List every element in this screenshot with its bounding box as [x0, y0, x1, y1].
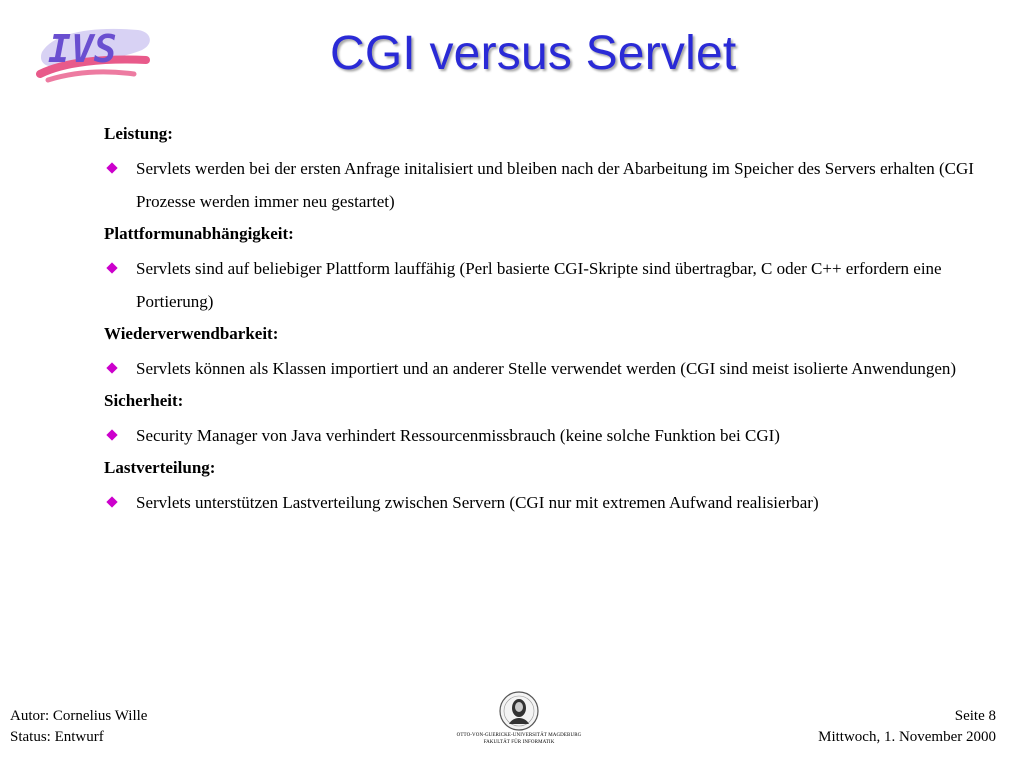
section-lastverteilung: [104, 454, 1016, 519]
bullet-item: [104, 419, 1016, 452]
bullet-text: Servlets sind auf beliebiger Plattform lauffähig (Perl basierte CGI-Skripte sind übertragbar, C oder C++ erfordern eine Portierung): [136, 259, 942, 311]
footer-author-block: [10, 706, 147, 748]
bullet-item: [104, 252, 1016, 318]
diamond-bullet-icon: [106, 496, 117, 507]
section-leistung: [104, 120, 1016, 218]
footer-status: Status: Entwurf: [10, 729, 104, 745]
university-name: OTTO-VON-GUERICKE-UNIVERSITÄT MAGDEBURG: [456, 733, 582, 738]
section-heading: Wiederverwendbarkeit:: [104, 324, 279, 343]
slide-title: CGI versus Servlet: [330, 27, 737, 80]
bullet-item: [104, 352, 1016, 385]
footer-author: Autor: Cornelius Wille: [10, 708, 148, 724]
section-heading: Leistung:: [104, 124, 173, 143]
section-heading: Lastverteilung:: [104, 458, 216, 477]
section-wiederverwendbarkeit: [104, 320, 1016, 385]
logo-text: IVS: [48, 27, 117, 71]
bullet-text: Servlets werden bei der ersten Anfrage initalisiert und bleiben nach der Abarbeitung im Speicher des Servers erhalten (CGI Prozesse werden immer neu gestartet): [136, 159, 974, 211]
bullet-item: [104, 486, 1016, 519]
diamond-bullet-icon: [106, 262, 117, 273]
diamond-bullet-icon: [106, 362, 117, 373]
diamond-bullet-icon: [106, 162, 117, 173]
ivs-logo: [34, 18, 156, 96]
bullet-item: [104, 152, 1016, 218]
university-seal: [452, 690, 586, 746]
section-plattform: [104, 220, 1016, 318]
slide-date: Mittwoch, 1. November 2000: [818, 729, 996, 745]
bullet-text: Servlets können als Klassen importiert und an anderer Stelle verwendet werden (CGI sind meist isolierte Anwendungen): [136, 359, 957, 378]
university-seal-icon: [497, 690, 541, 732]
section-sicherheit: [104, 387, 1016, 452]
page-number: Seite 8: [954, 708, 996, 724]
bullet-text: Servlets unterstützen Lastverteilung zwischen Servern (CGI nur mit extremen Aufwand realisierbar): [136, 493, 819, 512]
faculty-name: FAKULTÄT FÜR INFORMATIK: [483, 740, 555, 745]
bullet-text: Security Manager von Java verhindert Ressourcenmissbrauch (keine solche Funktion bei CGI): [136, 426, 780, 445]
footer-page-block: [818, 706, 996, 748]
diamond-bullet-icon: [106, 429, 117, 440]
slide-content: [104, 120, 1016, 521]
section-heading: Plattformunabhängigkeit:: [104, 224, 294, 243]
section-heading: Sicherheit:: [104, 391, 184, 410]
